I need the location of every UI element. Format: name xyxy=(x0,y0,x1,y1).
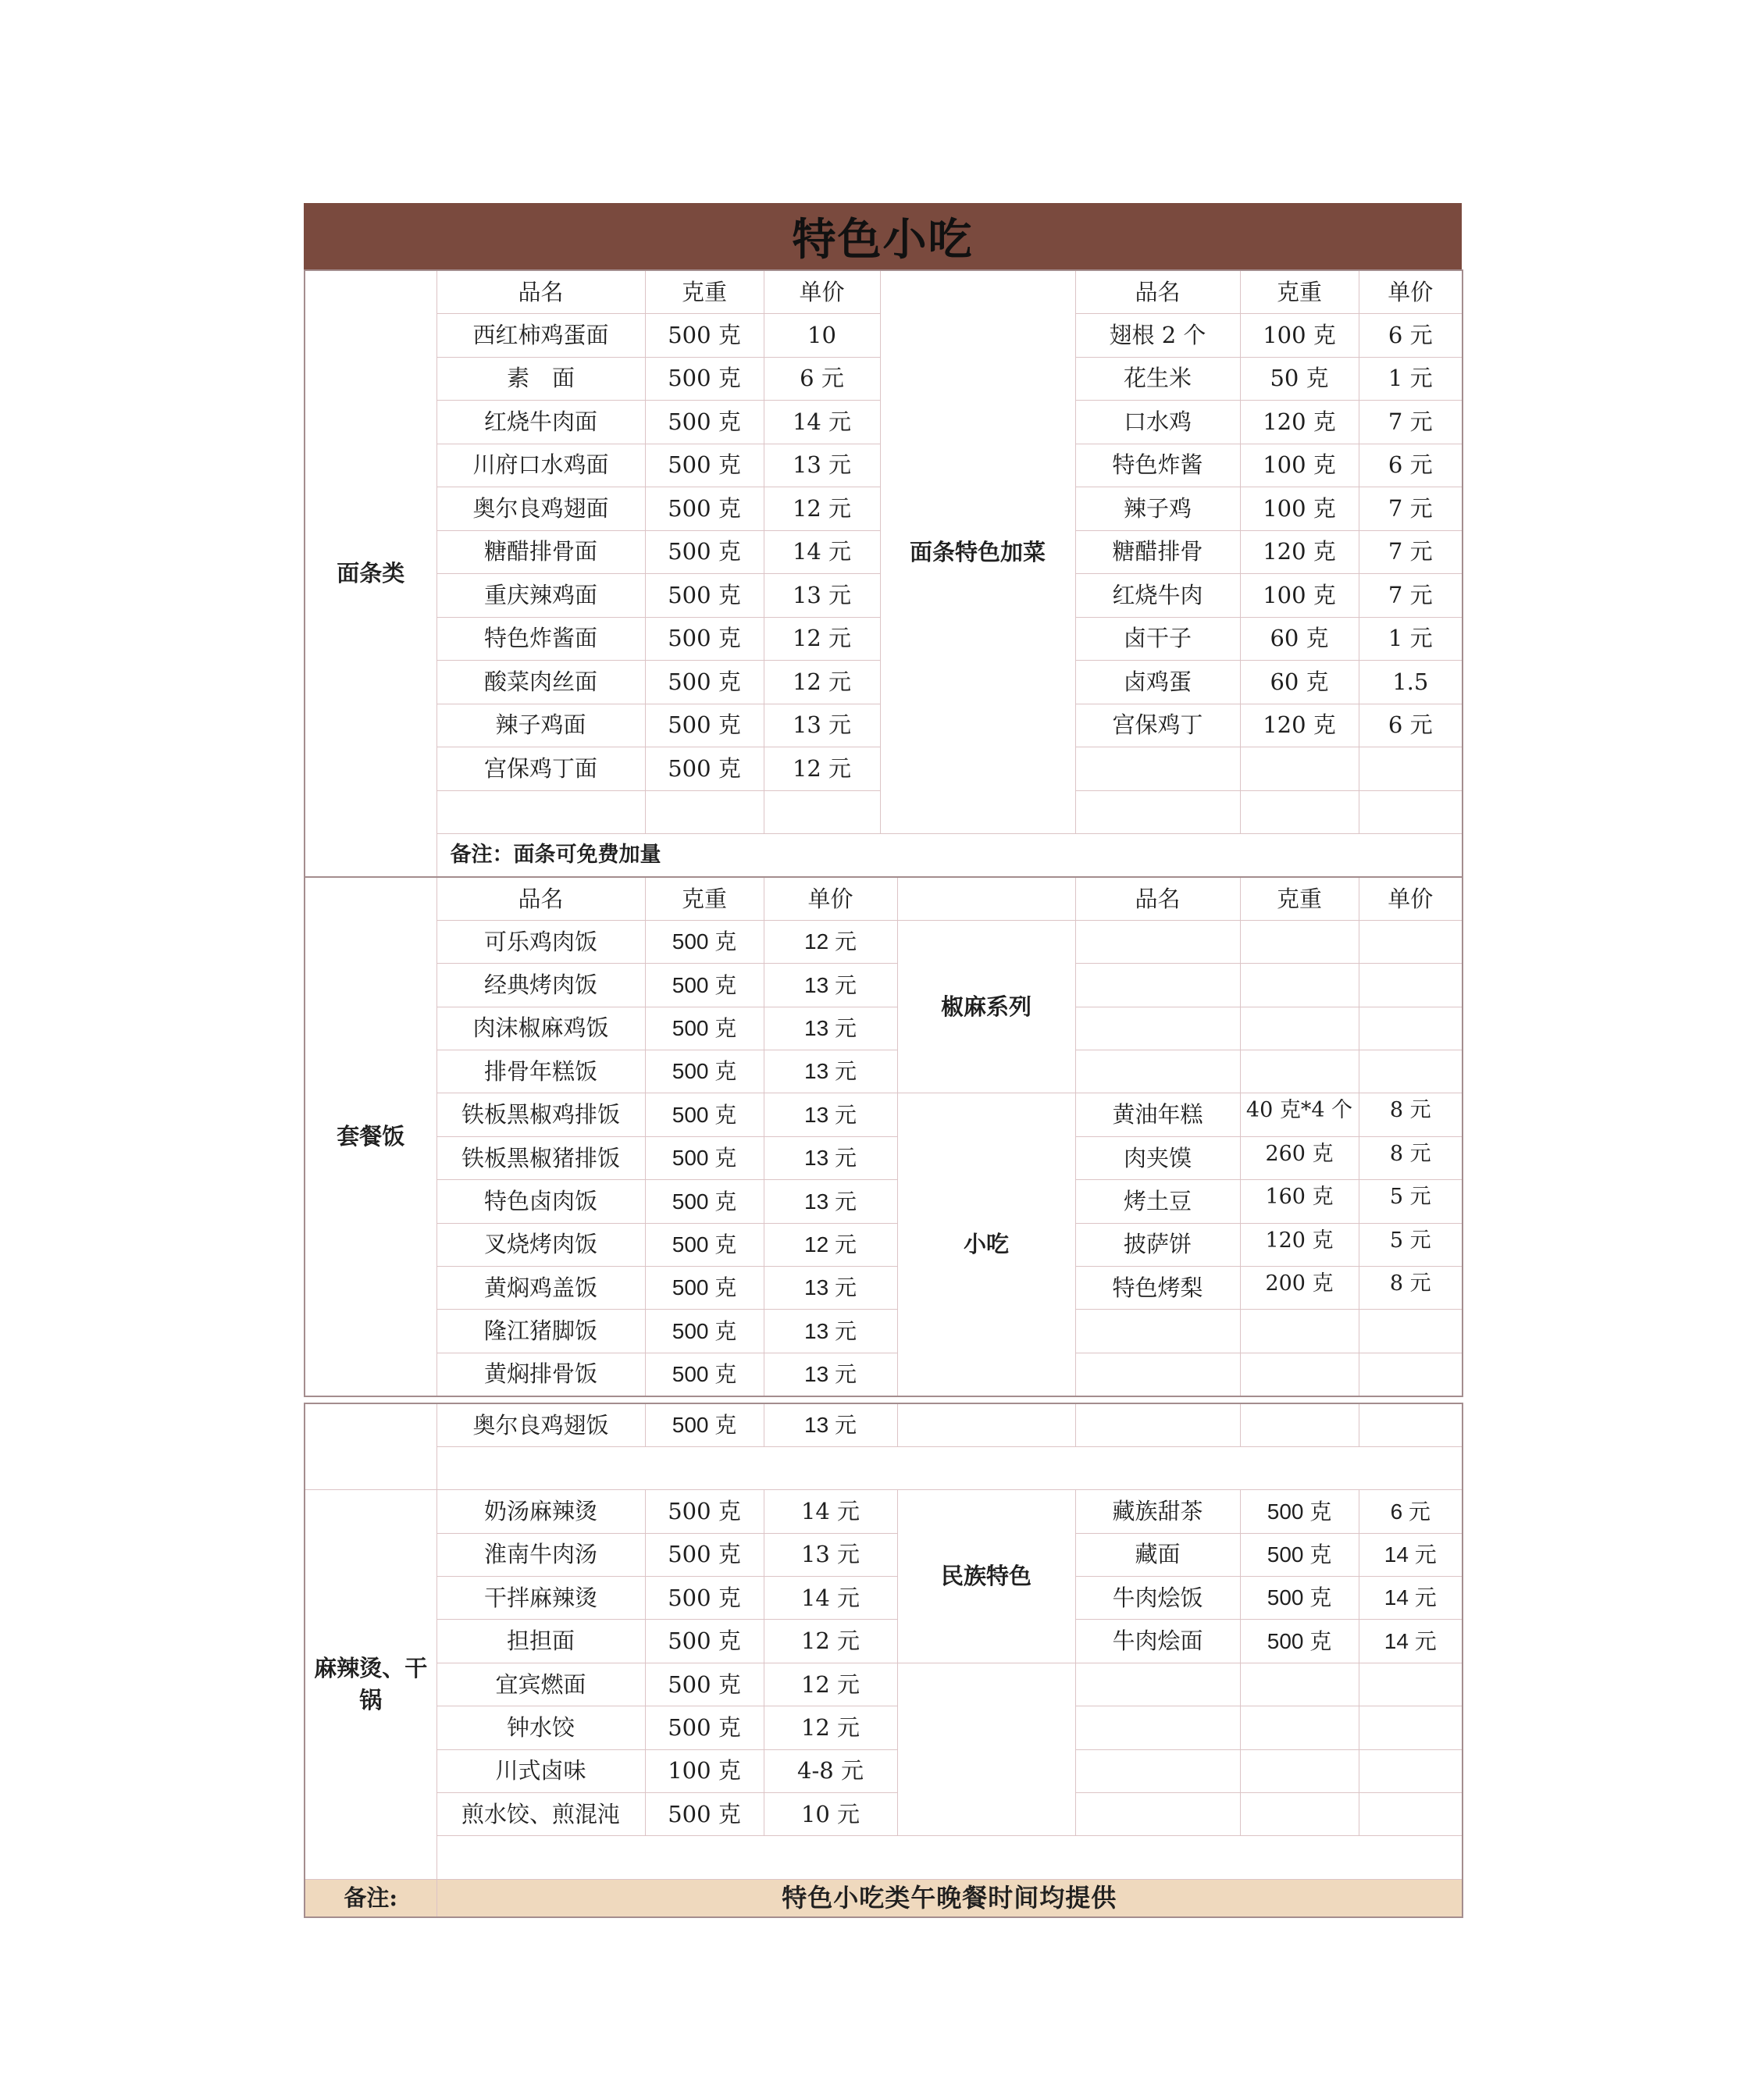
menu-item-price: 13 元 xyxy=(764,704,880,747)
menu-item-name: 牛肉烩饭 xyxy=(1075,1577,1240,1620)
menu-item-weight: 500 克 xyxy=(645,1793,764,1836)
menu-item-weight: 500 克 xyxy=(645,444,764,487)
empty-cell xyxy=(1359,1310,1463,1353)
menu-item-weight: 500 克 xyxy=(1240,1533,1359,1576)
menu-item-weight: 500 克 xyxy=(1240,1620,1359,1663)
menu-item-price: 1.5 xyxy=(1359,661,1463,704)
menu-item-weight: 500 克 xyxy=(645,357,764,401)
empty-cell xyxy=(1240,1353,1359,1396)
menu-item-price: 13 元 xyxy=(764,1093,897,1136)
column-header-name: 品名 xyxy=(436,877,645,920)
menu-item-weight: 500 克 xyxy=(645,401,764,444)
menu-item-weight: 100 克 xyxy=(645,1749,764,1792)
empty-cell xyxy=(436,790,645,834)
empty-cell xyxy=(1359,1706,1463,1749)
menu-item-weight: 500 克 xyxy=(645,1180,764,1223)
empty-cell xyxy=(1359,1663,1463,1706)
blank-row xyxy=(305,1836,1463,1879)
menu-item-name: 川式卤味 xyxy=(436,1749,645,1792)
menu-item-weight: 40 克*4 个 xyxy=(1240,1093,1359,1136)
header-row xyxy=(305,270,1463,314)
empty-cell xyxy=(764,790,880,834)
menu-item-name: 肉沫椒麻鸡饭 xyxy=(436,1007,645,1050)
menu-item-weight: 160 克 xyxy=(1240,1180,1359,1223)
blank-row xyxy=(305,1446,1463,1489)
empty-cell xyxy=(1075,1403,1240,1446)
table-row xyxy=(305,1663,1463,1706)
menu-item-price: 14 元 xyxy=(1359,1620,1463,1663)
menu-item-weight: 500 克 xyxy=(645,314,764,358)
menu-item-weight: 120 克 xyxy=(1240,1223,1359,1266)
menu-item-weight: 100 克 xyxy=(1240,487,1359,531)
menu-item-name: 奶汤麻辣烫 xyxy=(436,1490,645,1533)
empty-cell xyxy=(1240,964,1359,1007)
menu-item-name: 钟水饺 xyxy=(436,1706,645,1749)
category-label: 套餐饭 xyxy=(305,877,436,1396)
menu-item-price: 13 元 xyxy=(764,574,880,618)
menu-item-price: 13 元 xyxy=(764,1136,897,1179)
menu-item-price: 4-8 元 xyxy=(764,1749,897,1792)
empty-cell xyxy=(1075,747,1240,791)
menu-item-name: 口水鸡 xyxy=(1075,401,1240,444)
menu-item-weight: 500 克 xyxy=(645,704,764,747)
menu-item-weight: 100 克 xyxy=(1240,314,1359,358)
category-label: 麻辣烫、干锅 xyxy=(305,1490,436,1880)
menu-item-weight: 60 克 xyxy=(1240,661,1359,704)
empty-cell xyxy=(1359,790,1463,834)
note-row xyxy=(305,834,1463,878)
menu-item-weight: 500 克 xyxy=(645,661,764,704)
empty-cell xyxy=(1240,920,1359,963)
menu-item-weight: 500 克 xyxy=(645,1353,764,1396)
menu-item-name: 肉夹馍 xyxy=(1075,1136,1240,1179)
menu-item-price: 8 元 xyxy=(1359,1093,1463,1136)
menu-item-price: 13 元 xyxy=(764,1180,897,1223)
menu-item-weight: 500 克 xyxy=(645,1663,764,1706)
table-row xyxy=(305,1620,1463,1663)
menu-item-weight: 500 克 xyxy=(645,1007,764,1050)
empty-cell xyxy=(897,877,1075,920)
menu-item-price: 6 元 xyxy=(1359,1490,1463,1533)
table-row xyxy=(305,1180,1463,1223)
menu-item-price: 12 元 xyxy=(764,920,897,963)
menu-item-name: 特色卤肉饭 xyxy=(436,1180,645,1223)
menu-item-name: 素 面 xyxy=(436,357,645,401)
menu-item-name: 牛肉烩面 xyxy=(1075,1620,1240,1663)
menu-item-name: 烤土豆 xyxy=(1075,1180,1240,1223)
menu-item-price: 12 元 xyxy=(764,661,880,704)
menu-item-weight: 500 克 xyxy=(645,1223,764,1266)
menu-item-name: 红烧牛肉面 xyxy=(436,401,645,444)
side-category-label: 民族特色 xyxy=(897,1490,1075,1663)
menu-item-name: 奥尔良鸡翅面 xyxy=(436,487,645,531)
menu-item-weight: 500 克 xyxy=(645,487,764,531)
empty-cell xyxy=(1359,964,1463,1007)
menu-item-weight: 500 克 xyxy=(645,1706,764,1749)
menu-item-price: 6 元 xyxy=(1359,704,1463,747)
header-row xyxy=(305,877,1463,920)
menu-item-price: 13 元 xyxy=(764,1403,897,1446)
menu-item-price: 13 元 xyxy=(764,444,880,487)
menu-item-price: 6 元 xyxy=(1359,444,1463,487)
empty-cell xyxy=(1075,790,1240,834)
column-header-name: 品名 xyxy=(436,270,645,314)
menu-item-price: 12 元 xyxy=(764,487,880,531)
menu-item-name: 重庆辣鸡面 xyxy=(436,574,645,618)
menu-item-price: 1 元 xyxy=(1359,357,1463,401)
menu-item-weight: 500 克 xyxy=(645,1620,764,1663)
empty-cell xyxy=(1075,1749,1240,1792)
menu-item-price: 6 元 xyxy=(1359,314,1463,358)
menu-item-price: 10 xyxy=(764,314,880,358)
menu-item-price: 14 元 xyxy=(764,1490,897,1533)
menu-item-price: 12 元 xyxy=(764,1706,897,1749)
empty-cell xyxy=(1359,1749,1463,1792)
table-row xyxy=(305,1793,1463,1836)
menu-item-price: 13 元 xyxy=(764,1533,897,1576)
menu-item-name: 红烧牛肉 xyxy=(1075,574,1240,618)
empty-cell xyxy=(1240,1007,1359,1050)
menu-item-weight: 120 克 xyxy=(1240,401,1359,444)
menu-item-price: 14 元 xyxy=(764,530,880,574)
menu-item-price: 13 元 xyxy=(764,1310,897,1353)
side-category-label: 椒麻系列 xyxy=(897,920,1075,1093)
category-label: 面条类 xyxy=(305,270,436,877)
table-row xyxy=(305,1353,1463,1396)
menu-item-name: 担担面 xyxy=(436,1620,645,1663)
column-header-weight: 克重 xyxy=(1240,877,1359,920)
table-row xyxy=(305,1223,1463,1266)
empty-cell xyxy=(1359,1403,1463,1446)
menu-item-name: 铁板黑椒鸡排饭 xyxy=(436,1093,645,1136)
footer-row xyxy=(305,1879,1463,1917)
menu-item-name: 翅根 2 个 xyxy=(1075,314,1240,358)
empty-cell xyxy=(1075,1663,1240,1706)
menu-item-weight: 100 克 xyxy=(1240,444,1359,487)
empty-cell xyxy=(305,1403,436,1490)
menu-item-price: 8 元 xyxy=(1359,1267,1463,1310)
menu-item-name: 宫保鸡丁面 xyxy=(436,747,645,791)
empty-cell xyxy=(1240,1403,1359,1446)
menu-item-name: 辣子鸡面 xyxy=(436,704,645,747)
menu-item-name: 特色炸酱 xyxy=(1075,444,1240,487)
column-header-price: 单价 xyxy=(1359,877,1463,920)
menu-item-price: 12 元 xyxy=(764,747,880,791)
empty-cell xyxy=(1075,1793,1240,1836)
menu-item-name: 黄焖排骨饭 xyxy=(436,1353,645,1396)
menu-item-price: 1 元 xyxy=(1359,617,1463,661)
menu-item-weight: 500 克 xyxy=(645,964,764,1007)
menu-item-name: 糖醋排骨面 xyxy=(436,530,645,574)
menu-item-price: 14 元 xyxy=(764,1577,897,1620)
empty-cell xyxy=(1075,1310,1240,1353)
table-row xyxy=(305,1136,1463,1179)
column-header-weight: 克重 xyxy=(1240,270,1359,314)
menu-item-name: 叉烧烤肉饭 xyxy=(436,1223,645,1266)
empty-cell xyxy=(1359,1353,1463,1396)
table-row xyxy=(305,1533,1463,1576)
menu-item-name: 宫保鸡丁 xyxy=(1075,704,1240,747)
empty-cell xyxy=(897,1403,1075,1446)
noodles-section-body xyxy=(305,270,1463,877)
page-title: 特色小吃 xyxy=(792,213,974,266)
menu-item-name: 藏族甜茶 xyxy=(1075,1490,1240,1533)
empty-cell xyxy=(1075,1050,1240,1093)
menu-item-name: 酸菜肉丝面 xyxy=(436,661,645,704)
column-header-name: 品名 xyxy=(1075,877,1240,920)
menu-item-name: 黄焖鸡盖饭 xyxy=(436,1267,645,1310)
menu-item-price: 6 元 xyxy=(764,357,880,401)
empty-cell xyxy=(1075,1706,1240,1749)
menu-item-name: 特色烤梨 xyxy=(1075,1267,1240,1310)
menu-item-name: 排骨年糕饭 xyxy=(436,1050,645,1093)
column-header-price: 单价 xyxy=(1359,270,1463,314)
menu-item-price: 12 元 xyxy=(764,1223,897,1266)
menu-item-name: 宜宾燃面 xyxy=(436,1663,645,1706)
menu-item-name: 披萨饼 xyxy=(1075,1223,1240,1266)
menu-item-weight: 500 克 xyxy=(645,1136,764,1179)
menu-item-price: 5 元 xyxy=(1359,1223,1463,1266)
menu-item-price: 13 元 xyxy=(764,964,897,1007)
empty-cell xyxy=(1359,920,1463,963)
menu-item-name: 卤干子 xyxy=(1075,617,1240,661)
spicy-section-body xyxy=(305,1403,1463,1917)
menu-item-weight: 500 克 xyxy=(645,1310,764,1353)
empty-cell xyxy=(1075,1353,1240,1396)
menu-item-name: 藏面 xyxy=(1075,1533,1240,1576)
empty-cell xyxy=(1240,790,1359,834)
menu-item-price: 14 元 xyxy=(1359,1533,1463,1576)
menu-item-price: 12 元 xyxy=(764,1663,897,1706)
side-category-label: 面条特色加菜 xyxy=(880,270,1075,834)
menu-item-weight: 500 克 xyxy=(645,747,764,791)
menu-item-name: 干拌麻辣烫 xyxy=(436,1577,645,1620)
set-meals-section-table xyxy=(304,876,1463,1397)
empty-cell xyxy=(1240,1663,1359,1706)
menu-item-weight: 500 克 xyxy=(645,1093,764,1136)
menu-item-price: 13 元 xyxy=(764,1267,897,1310)
menu-item-name: 经典烤肉饭 xyxy=(436,964,645,1007)
footer-label: 备注: xyxy=(305,1879,436,1917)
empty-cell xyxy=(1359,1793,1463,1836)
menu-item-weight: 500 克 xyxy=(1240,1490,1359,1533)
table-row xyxy=(305,1050,1463,1093)
table-row xyxy=(305,1577,1463,1620)
table-row xyxy=(305,1403,1463,1446)
table-row xyxy=(305,920,1463,963)
menu-item-price: 7 元 xyxy=(1359,530,1463,574)
empty-cell xyxy=(1359,1007,1463,1050)
menu-item-price: 7 元 xyxy=(1359,401,1463,444)
menu-item-name: 糖醋排骨 xyxy=(1075,530,1240,574)
table-row xyxy=(305,1490,1463,1533)
menu-item-weight: 100 克 xyxy=(1240,574,1359,618)
menu-item-price: 13 元 xyxy=(764,1353,897,1396)
menu-item-weight: 500 克 xyxy=(645,1050,764,1093)
empty-cell xyxy=(436,1446,1463,1489)
menu-item-name: 奥尔良鸡翅饭 xyxy=(436,1403,645,1446)
empty-cell xyxy=(1359,1050,1463,1093)
menu-item-weight: 60 克 xyxy=(1240,617,1359,661)
empty-cell xyxy=(645,790,764,834)
table-row xyxy=(305,1310,1463,1353)
side-category-label: 小吃 xyxy=(897,1093,1075,1396)
menu-item-weight: 120 克 xyxy=(1240,704,1359,747)
menu-item-weight: 500 克 xyxy=(645,1533,764,1576)
column-header-price: 单价 xyxy=(764,877,897,920)
menu-item-price: 7 元 xyxy=(1359,487,1463,531)
menu-item-weight: 120 克 xyxy=(1240,530,1359,574)
menu-item-name: 特色炸酱面 xyxy=(436,617,645,661)
table-row xyxy=(305,1706,1463,1749)
menu-item-weight: 500 克 xyxy=(645,574,764,618)
menu-item-price: 12 元 xyxy=(764,1620,897,1663)
empty-cell xyxy=(1075,964,1240,1007)
spicy-section-table xyxy=(304,1403,1463,1918)
table-row xyxy=(305,964,1463,1007)
menu-item-price: 13 元 xyxy=(764,1007,897,1050)
table-row xyxy=(305,1007,1463,1050)
menu-item-weight: 500 克 xyxy=(645,1267,764,1310)
empty-cell xyxy=(1359,747,1463,791)
menu-item-weight: 500 克 xyxy=(645,1490,764,1533)
menu-item-name: 可乐鸡肉饭 xyxy=(436,920,645,963)
empty-cell xyxy=(1240,1310,1359,1353)
table-row xyxy=(305,1267,1463,1310)
menu-item-price: 10 元 xyxy=(764,1793,897,1836)
column-header-weight: 克重 xyxy=(645,270,764,314)
empty-cell xyxy=(1240,1793,1359,1836)
menu-item-weight: 500 克 xyxy=(645,617,764,661)
menu-item-price: 12 元 xyxy=(764,617,880,661)
set-meals-section-body xyxy=(305,877,1463,1396)
empty-cell xyxy=(1075,920,1240,963)
empty-cell xyxy=(897,1663,1075,1836)
menu-item-name: 辣子鸡 xyxy=(1075,487,1240,531)
menu-item-weight: 500 克 xyxy=(645,1577,764,1620)
empty-cell xyxy=(1240,1749,1359,1792)
menu-item-weight: 500 克 xyxy=(1240,1577,1359,1620)
menu-item-name: 西红柿鸡蛋面 xyxy=(436,314,645,358)
footer-text: 特色小吃类午晚餐时间均提供 xyxy=(436,1879,1463,1917)
noodles-section-table xyxy=(304,269,1463,878)
menu-item-name: 花生米 xyxy=(1075,357,1240,401)
table-row xyxy=(305,1749,1463,1792)
column-header-weight: 克重 xyxy=(645,877,764,920)
menu-item-price: 7 元 xyxy=(1359,574,1463,618)
menu-item-weight: 500 克 xyxy=(645,920,764,963)
menu-item-weight: 260 克 xyxy=(1240,1136,1359,1179)
column-header-price: 单价 xyxy=(764,270,880,314)
menu-item-price: 14 元 xyxy=(1359,1577,1463,1620)
menu-item-weight: 500 克 xyxy=(645,1403,764,1446)
menu-item-name: 煎水饺、煎混沌 xyxy=(436,1793,645,1836)
table-row xyxy=(305,1093,1463,1136)
empty-cell xyxy=(1240,1050,1359,1093)
empty-cell xyxy=(436,1836,1463,1879)
empty-cell xyxy=(1075,1007,1240,1050)
title-bar xyxy=(304,203,1462,269)
menu-item-name: 卤鸡蛋 xyxy=(1075,661,1240,704)
note-text: 备注：面条可免费加量 xyxy=(436,834,1463,878)
menu-item-price: 5 元 xyxy=(1359,1180,1463,1223)
menu-item-name: 淮南牛肉汤 xyxy=(436,1533,645,1576)
menu-item-name: 铁板黑椒猪排饭 xyxy=(436,1136,645,1179)
menu-item-name: 黄油年糕 xyxy=(1075,1093,1240,1136)
menu-item-weight: 200 克 xyxy=(1240,1267,1359,1310)
empty-cell xyxy=(1240,747,1359,791)
menu-item-name: 隆江猪脚饭 xyxy=(436,1310,645,1353)
column-header-name: 品名 xyxy=(1075,270,1240,314)
menu-item-name: 川府口水鸡面 xyxy=(436,444,645,487)
menu-item-price: 14 元 xyxy=(764,401,880,444)
menu-item-weight: 500 克 xyxy=(645,530,764,574)
menu-item-weight: 50 克 xyxy=(1240,357,1359,401)
empty-cell xyxy=(1240,1706,1359,1749)
menu-item-price: 8 元 xyxy=(1359,1136,1463,1179)
menu-item-price: 13 元 xyxy=(764,1050,897,1093)
